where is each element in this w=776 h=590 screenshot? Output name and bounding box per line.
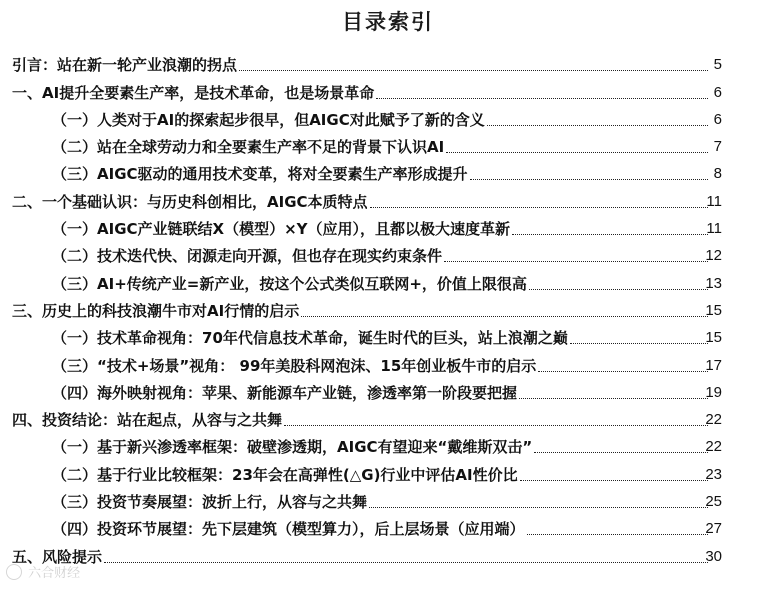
dot-leader: [376, 98, 708, 99]
dot-leader: [446, 152, 708, 153]
toc-entry[interactable]: [0, 323, 776, 350]
toc-entry[interactable]: [0, 268, 776, 295]
toc-entry-title[interactable]: 引言：站在新一轮产业浪潮的拐点: [12, 56, 238, 75]
toc-page-number[interactable]: 27: [705, 520, 722, 538]
toc-entry[interactable]: [0, 514, 776, 541]
dot-leader: [534, 452, 708, 453]
dot-leader: [370, 207, 708, 208]
toc-entry-title[interactable]: （四）投资环节展望：先下层建筑（模型算力），后上层场景（应用端）: [52, 520, 525, 539]
toc-entry[interactable]: [0, 77, 776, 104]
dot-leader: [570, 343, 708, 344]
dot-leader: [487, 125, 708, 126]
toc-entry-title[interactable]: 四、投资结论：站在起点，从容与之共舞: [12, 411, 283, 430]
toc-entry-title[interactable]: （二）技术迭代快、闭源走向开源，但也存在现实约束条件: [52, 247, 443, 266]
toc-entry[interactable]: [0, 186, 776, 213]
toc-entry[interactable]: [0, 350, 776, 377]
toc-entry-title[interactable]: （一）基于新兴渗透率框架：破壁渗透期，AIGC有望迎来“戴维斯双击”: [52, 438, 533, 457]
table-of-contents: [0, 50, 776, 569]
toc-entry-title[interactable]: 一、AI提升全要素生产率，是技术革命，也是场景革命: [12, 83, 375, 102]
dot-leader: [444, 261, 708, 262]
toc-page-number[interactable]: 22: [705, 438, 722, 456]
toc-entry[interactable]: [0, 541, 776, 568]
toc-entry[interactable]: [0, 296, 776, 323]
dot-leader: [239, 70, 708, 71]
toc-page-number[interactable]: 11: [706, 220, 722, 238]
toc-page-number[interactable]: 6: [713, 83, 722, 101]
dot-leader: [538, 371, 708, 372]
dot-leader: [470, 179, 708, 180]
dot-leader: [512, 234, 708, 235]
toc-entry-title[interactable]: （二）基于行业比较框架：23年会在高弹性(△G)行业中评估AI性价比: [52, 465, 518, 484]
toc-page-number[interactable]: 11: [706, 192, 722, 210]
toc-page-number[interactable]: 23: [705, 465, 722, 483]
toc-entry[interactable]: [0, 132, 776, 159]
toc-entry[interactable]: [0, 378, 776, 405]
toc-page-number[interactable]: 13: [705, 274, 722, 292]
toc-entry[interactable]: [0, 214, 776, 241]
toc-entry[interactable]: [0, 459, 776, 486]
toc-entry-title[interactable]: （二）站在全球劳动力和全要素生产率不足的背景下认识AI: [52, 138, 445, 157]
toc-page-number[interactable]: 8: [713, 165, 722, 183]
toc-entry-title[interactable]: 五、风险提示: [12, 547, 103, 566]
toc-entry-title[interactable]: （三）“技术+场景”视角： 99年美股科网泡沫、15年创业板牛市的启示: [52, 356, 537, 375]
toc-entry-title[interactable]: （四）海外映射视角：苹果、新能源车产业链，渗透率第一阶段要把握: [52, 383, 518, 402]
dot-leader: [529, 289, 708, 290]
toc-entry-title[interactable]: （一）AIGC产业链联结X（模型）×Y（应用），且都以极大速度革新: [52, 220, 511, 239]
toc-entry-title[interactable]: （三）投资节奏展望：波折上行，从容与之共舞: [52, 493, 368, 512]
toc-entry[interactable]: [0, 50, 776, 77]
dot-leader: [301, 316, 708, 317]
toc-page-number[interactable]: 6: [713, 110, 722, 128]
dot-leader: [519, 398, 708, 399]
watermark-text: 六合财经: [28, 566, 81, 581]
toc-page-number[interactable]: 22: [705, 411, 722, 429]
dot-leader: [284, 425, 708, 426]
toc-entry-title[interactable]: 二、一个基础认识：与历史科创相比，AIGC本质特点: [12, 192, 368, 211]
toc-entry-title[interactable]: （一）技术革命视角：70年代信息技术革命，诞生时代的巨头，站上浪潮之巅: [52, 329, 568, 348]
toc-page-number[interactable]: 30: [705, 547, 722, 565]
toc-entry-title[interactable]: 三、历史上的科技浪潮牛市对AI行情的启示: [12, 301, 300, 320]
toc-page-number[interactable]: 17: [705, 356, 722, 374]
toc-page-number[interactable]: 5: [713, 56, 722, 74]
watermark-logo-icon: [6, 564, 22, 580]
toc-page-number[interactable]: 15: [705, 329, 722, 347]
toc-entry[interactable]: [0, 105, 776, 132]
dot-leader: [369, 507, 708, 508]
page-title: 目录索引: [342, 10, 434, 34]
toc-entry-title[interactable]: （三）AI+传统产业=新产业，按这个公式类似互联网+，价值上限很高: [52, 274, 527, 293]
toc-entry-title[interactable]: （三）AIGC驱动的通用技术变革，将对全要素生产率形成提升: [52, 165, 468, 184]
dot-leader: [527, 534, 708, 535]
toc-page-number[interactable]: 12: [705, 247, 722, 265]
toc-entry-title[interactable]: （一）人类对于AI的探索起步很早，但AIGC对此赋予了新的含义: [52, 110, 485, 129]
toc-page-number[interactable]: 7: [713, 138, 722, 156]
toc-entry[interactable]: [0, 405, 776, 432]
toc-entry[interactable]: [0, 241, 776, 268]
toc-page-number[interactable]: 19: [705, 383, 722, 401]
toc-entry[interactable]: [0, 159, 776, 186]
watermark: [6, 562, 80, 581]
toc-page-number[interactable]: 25: [705, 493, 722, 511]
toc-entry[interactable]: [0, 487, 776, 514]
dot-leader: [520, 480, 708, 481]
toc-page-number[interactable]: 15: [705, 301, 722, 319]
dot-leader: [104, 562, 708, 563]
toc-entry[interactable]: [0, 432, 776, 459]
